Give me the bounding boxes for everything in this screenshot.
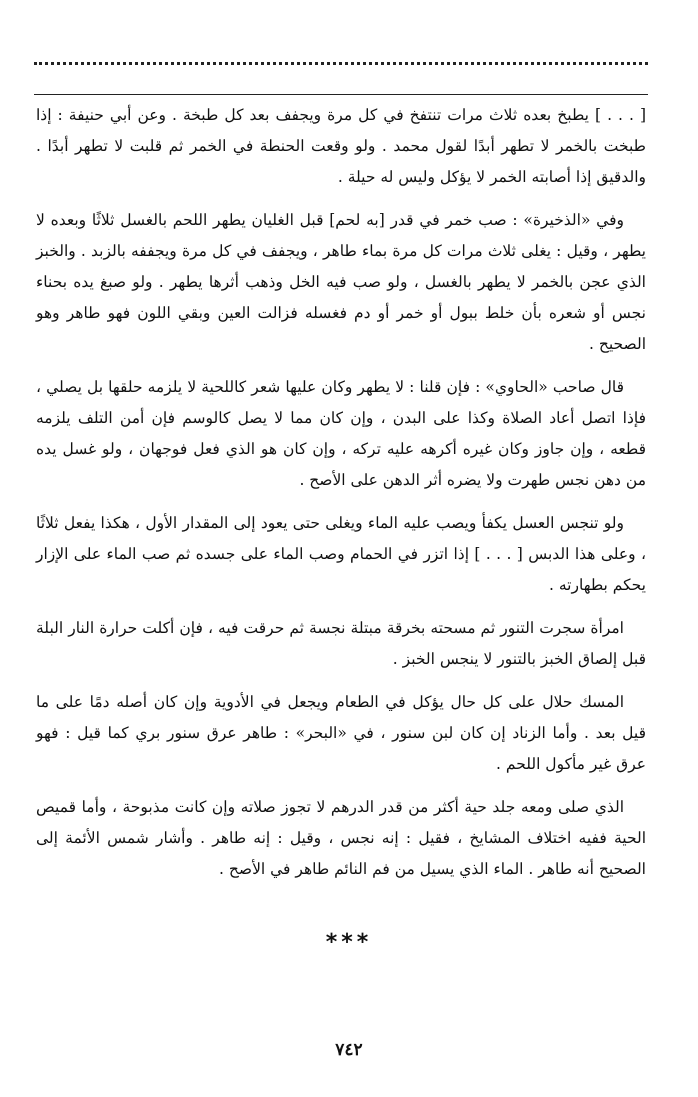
paragraph: امرأة سجرت التنور ثم مسحته بخرقة مبتلة نجسة ثم حرقت فيه ، فإن أكلت حرارة النار البلة قبل إلصاق الخبز بالتنور لا ينجس الخبز . — [36, 619, 646, 668]
paragraph: [ . . . ] يطبخ بعده ثلاث مرات تنتفخ في كل مرة ويجفف بعد كل طبخة . وعن أبي حنيفة : إذا طبخت بالخمر لا تطهر أبدًا لقول محمد . ولو وقعت الحنطة في الخمر ثم قلبت لا تطهر أبدًا . والدقيق إذا أصابته الخمر لا يؤكل وليس له حيلة . — [36, 106, 646, 186]
paragraph: المسك حلال على كل حال يؤكل في الطعام ويجعل في الأدوية وإن كان أصله دمًا على ما قيل بعد . وأما الزناد إن كان لبن سنور ، في «البحر» : طاهر عرق سنور بري كما قيل : فهو عرق غير مأكول اللحم . — [36, 693, 646, 773]
paragraph: وفي «الذخيرة» : صب خمر في قدر [به لحم] قبل الغليان يطهر اللحم بالغسل ثلاثًا وبعده لا يطهر ، وقيل : يغلى ثلاث مرات كل مرة بماء طاهر ، ويجفف في كل مرة ويجففه بالزبد . والخبز الذي عجن بالخمر لا يطهر بالغسل ، ولو صب فيه الخل وذهب أثرها يطهر . ولو صبغ يده بحناء نجس أو شعره بأن خلط ببول أو خمر أو دم فغسله فزالت العين وبقي اللون فهو طاهر وهو الصحيح . — [36, 211, 646, 353]
paragraph: ولو تنجس العسل يكفأ ويصب عليه الماء ويغلى حتى يعود إلى المقدار الأول ، هكذا يفعل ثلاثًا ، وعلى هذا الدبس [ . . . ] إذا اتزر في الحمام وصب الماء على جسده ثم صب الماء على الإزار يحكم بطهارته . — [36, 514, 646, 594]
section-separator: *** — [325, 930, 373, 955]
paragraph: قال صاحب «الحاوي» : فإن قلنا : لا يطهر وكان عليها شعر كاللحية لا يلزمه حلقها بل يصلي ، فإذا اتصل أعاد الصلاة وكذا على البدن ، وإن كان مما لا يصل كالوسم فإن أمن التلف يلزمه قطعه ، وإن جاوز وكان غيره أكرهه عليه تركه ، وإن كان هو الذي فعل فوجهان ، ولو غسل يده من دهن نجس طهرت ولا يضره أثر الدهن على الأصح . — [36, 378, 646, 489]
paragraph: الذي صلى ومعه جلد حية أكثر من قدر الدرهم لا تجوز صلاته وإن كانت مذبوحة ، وأما قميص الحية ففيه اختلاف المشايخ ، فقيل : إنه نجس ، وقيل : إنه طاهر . وأشار شمس الأئمة إلى الصحيح أنه طاهر . الماء الذي يسيل من فم النائم طاهر في الأصح . — [36, 798, 646, 878]
page-number: ٧٤٢ — [335, 1040, 363, 1060]
body-text — [36, 100, 646, 897]
header-rule — [34, 94, 648, 95]
header-dotted-line — [34, 62, 648, 69]
